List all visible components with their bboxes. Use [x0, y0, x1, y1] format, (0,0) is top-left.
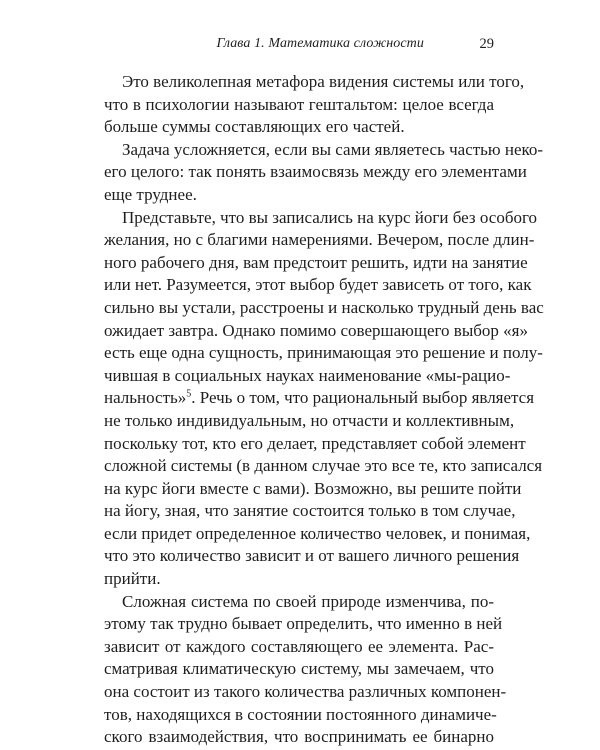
- text-line: Представьте, что вы записались на курс йоги без особого: [122, 207, 538, 227]
- text-line: сматривая климатическую систему, мы замечаем, что: [104, 659, 494, 679]
- text-line: этому так трудно бывает определить, что именно в ней: [104, 614, 503, 634]
- body-text: [104, 71, 544, 749]
- paragraph: [104, 591, 507, 749]
- text-line: на курс йоги вместе с вами). Возможно, вы решите пойти: [104, 478, 522, 498]
- page-number: 29: [479, 36, 494, 52]
- text-line: сложной системы (в данном случае это все те, кто записался: [104, 456, 543, 476]
- text-line: еще труднее.: [104, 184, 197, 204]
- running-head: [104, 36, 494, 56]
- text-line: ского взаимодействия, что воспринимать ее бинарно: [104, 727, 494, 747]
- text-line: что это количество зависит и от вашего личного решения: [104, 546, 520, 566]
- text-line: что в психологии называют гештальтом: целое всегда: [104, 94, 494, 114]
- line-segment: нальность»: [104, 388, 187, 408]
- text-line: чившая в социальных науках наименование «мы-рацио-: [104, 365, 511, 385]
- text-line: есть еще одна сущность, принимающая это решение и полу-: [104, 343, 543, 363]
- text-line: ного рабочего дня, вам предстоит решить, идти на занятие: [104, 252, 528, 272]
- paragraph: [104, 207, 544, 591]
- text-line: не только индивидуальным, но отчасти и коллективным,: [104, 410, 515, 430]
- footnote-marker[interactable]: 5: [186, 388, 192, 400]
- text-line: поскольку тот, кто его делает, представляет собой элемент: [104, 433, 526, 453]
- text-line: она состоит из такого количества различных компонен-: [104, 682, 507, 702]
- text-line: больше суммы составляющих его частей.: [104, 117, 405, 137]
- text-line: тов, находящихся в состоянии постоянного динамиче-: [104, 704, 497, 724]
- text-line: его целого: так понять взаимосвязь между его элементами: [104, 162, 527, 182]
- text-line: на йогу, зная, что занятие состоится только в том случае,: [104, 501, 516, 521]
- text-line: желания, но с благими намерениями. Вечером, после длин-: [104, 230, 535, 250]
- line-segment: . Речь о том, что рациональный выбор является: [191, 388, 535, 408]
- text-line: сильно вы устали, расстроены и насколько трудный день вас: [104, 297, 544, 317]
- text-line: или нет. Разумеется, этот выбор будет зависеть от того, как: [104, 275, 532, 295]
- text-line: прийти.: [104, 569, 161, 589]
- text-line: Это великолепная метафора видения системы или того,: [122, 72, 525, 91]
- text-line-with-footnote: [104, 387, 535, 410]
- text-line: Задача усложняется, если вы сами являетесь частью неко-: [122, 139, 544, 159]
- text-line: Сложная система по своей природе изменчива, по-: [122, 591, 494, 611]
- chapter-title: Глава 1. Математика сложности: [216, 36, 424, 51]
- paragraph: [104, 71, 525, 139]
- paragraph: [104, 139, 544, 207]
- text-line: зависит от каждого составляющего ее элемента. Рас-: [104, 636, 494, 656]
- text-line: ожидает завтра. Однако помимо совершающего выбор «я»: [104, 320, 528, 340]
- text-line: если придет определенное количество человек, и понимая,: [104, 523, 531, 543]
